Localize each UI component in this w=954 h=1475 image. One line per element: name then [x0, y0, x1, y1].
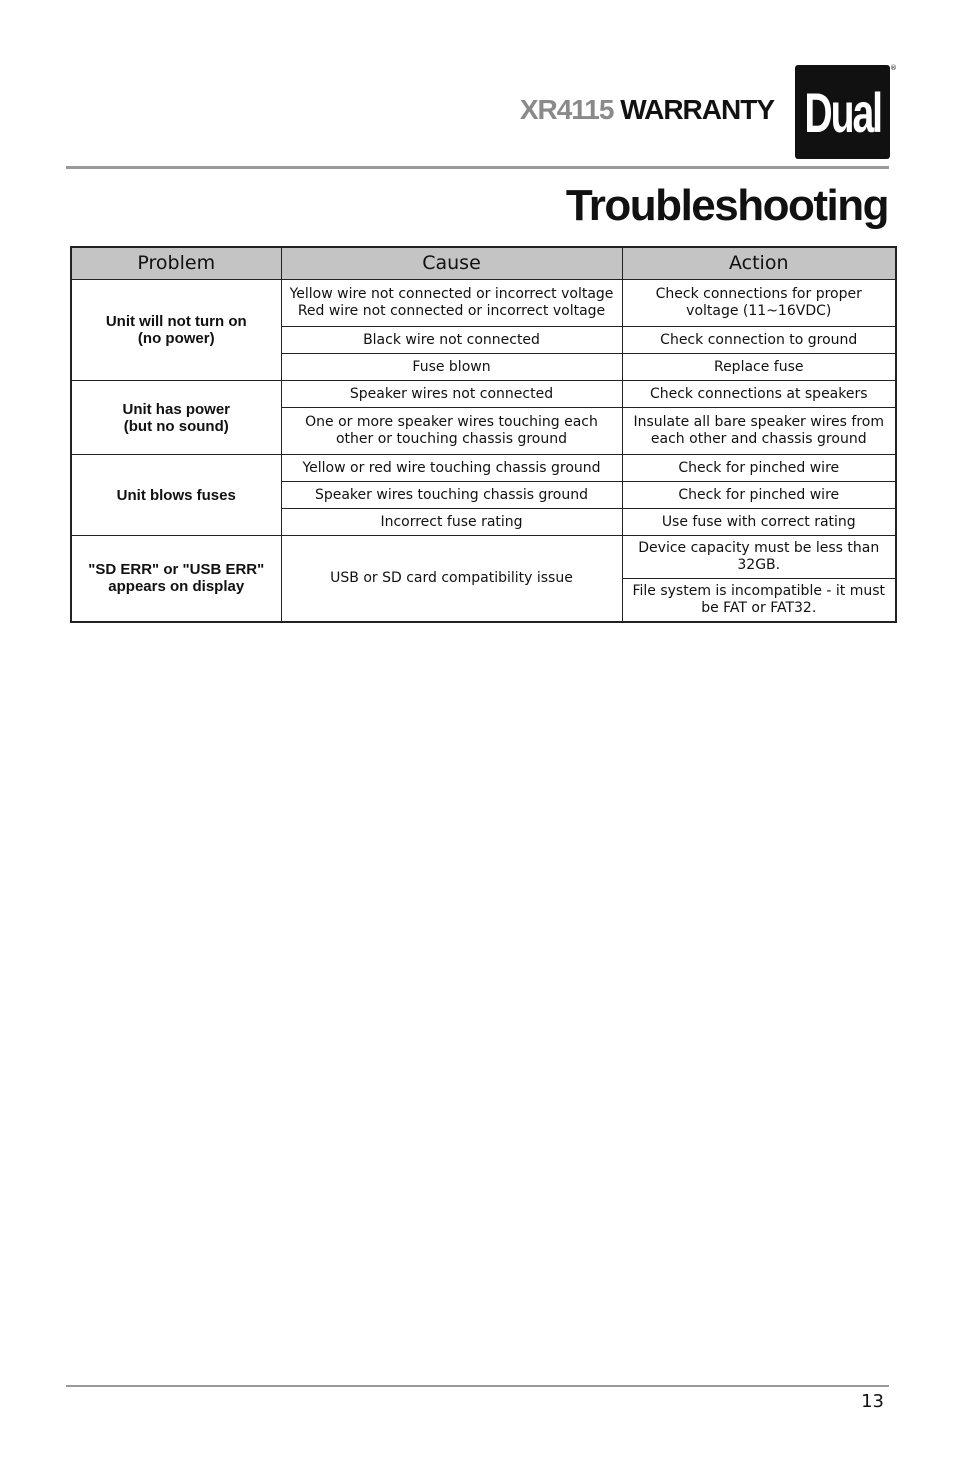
section-name: WARRANTY: [620, 94, 774, 125]
dual-logo: [795, 65, 890, 159]
problem-cell: [71, 381, 281, 455]
header-divider: [66, 166, 889, 169]
problem-line: (no power): [137, 330, 215, 347]
action-cell: Check for pinched wire: [622, 482, 896, 509]
action-cell: [622, 579, 896, 622]
action-cell: [622, 280, 896, 327]
action-line: voltage (11~16VDC): [686, 303, 832, 319]
action-line: 32GB.: [737, 557, 781, 573]
column-header-action: Action: [622, 247, 896, 280]
cause-cell: USB or SD card compatibility issue: [281, 536, 622, 622]
column-header-problem: Problem: [71, 247, 281, 280]
table-row: [71, 280, 896, 327]
problem-line: appears on display: [108, 578, 245, 596]
footer-divider: [66, 1385, 889, 1387]
cause-cell: Speaker wires not connected: [281, 381, 622, 408]
action-cell: Check for pinched wire: [622, 455, 896, 482]
cause-line: other or touching chassis ground: [335, 431, 568, 447]
action-line: Insulate all bare speaker wires from: [633, 414, 884, 430]
problem-line: Unit blows fuses: [116, 486, 236, 504]
problem-line: (but no sound): [123, 417, 229, 435]
problem-cell: [71, 280, 281, 381]
cause-line: Yellow wire not connected or incorrect voltage: [289, 286, 614, 302]
troubleshooting-table: [70, 246, 897, 623]
cause-cell: Fuse blown: [281, 354, 622, 381]
action-line: each other and chassis ground: [650, 431, 867, 447]
table-row: [71, 381, 896, 408]
problem-line: Unit has power: [122, 400, 230, 418]
cause-cell: Yellow or red wire touching chassis ground: [281, 455, 622, 482]
table-row: [71, 455, 896, 482]
action-cell: [622, 536, 896, 579]
problem-cell: [71, 536, 281, 622]
action-cell: Use fuse with correct rating: [622, 509, 896, 536]
problem-cell: [71, 455, 281, 536]
action-line: File system is incompatible - it must: [632, 582, 886, 599]
action-cell: Replace fuse: [622, 354, 896, 381]
page-title: Troubleshooting: [565, 181, 888, 230]
cause-cell: Black wire not connected: [281, 327, 622, 354]
cause-cell: [281, 280, 622, 327]
registered-mark: ®: [890, 64, 897, 72]
action-line: be FAT or FAT32.: [701, 599, 817, 616]
action-cell: Check connections at speakers: [622, 381, 896, 408]
action-line: Check connections for proper: [655, 286, 862, 302]
logo-text: Dual: [804, 80, 881, 144]
header-title: [520, 94, 774, 126]
problem-line: Unit will not turn on: [105, 313, 247, 330]
table-header-row: [71, 247, 896, 280]
action-cell: [622, 408, 896, 455]
page-number: 13: [861, 1391, 884, 1412]
model-number: XR4115: [519, 94, 614, 125]
problem-line: "SD ERR" or "USB ERR": [88, 561, 265, 579]
action-cell: Check connection to ground: [622, 327, 896, 354]
cause-cell: [281, 408, 622, 455]
column-header-cause: Cause: [281, 247, 622, 280]
action-line: Device capacity must be less than: [638, 540, 880, 556]
cause-line: Red wire not connected or incorrect voltage: [297, 303, 606, 319]
cause-cell: Speaker wires touching chassis ground: [281, 482, 622, 509]
table-row: [71, 536, 896, 579]
cause-cell: Incorrect fuse rating: [281, 509, 622, 536]
cause-line: One or more speaker wires touching each: [305, 414, 598, 430]
